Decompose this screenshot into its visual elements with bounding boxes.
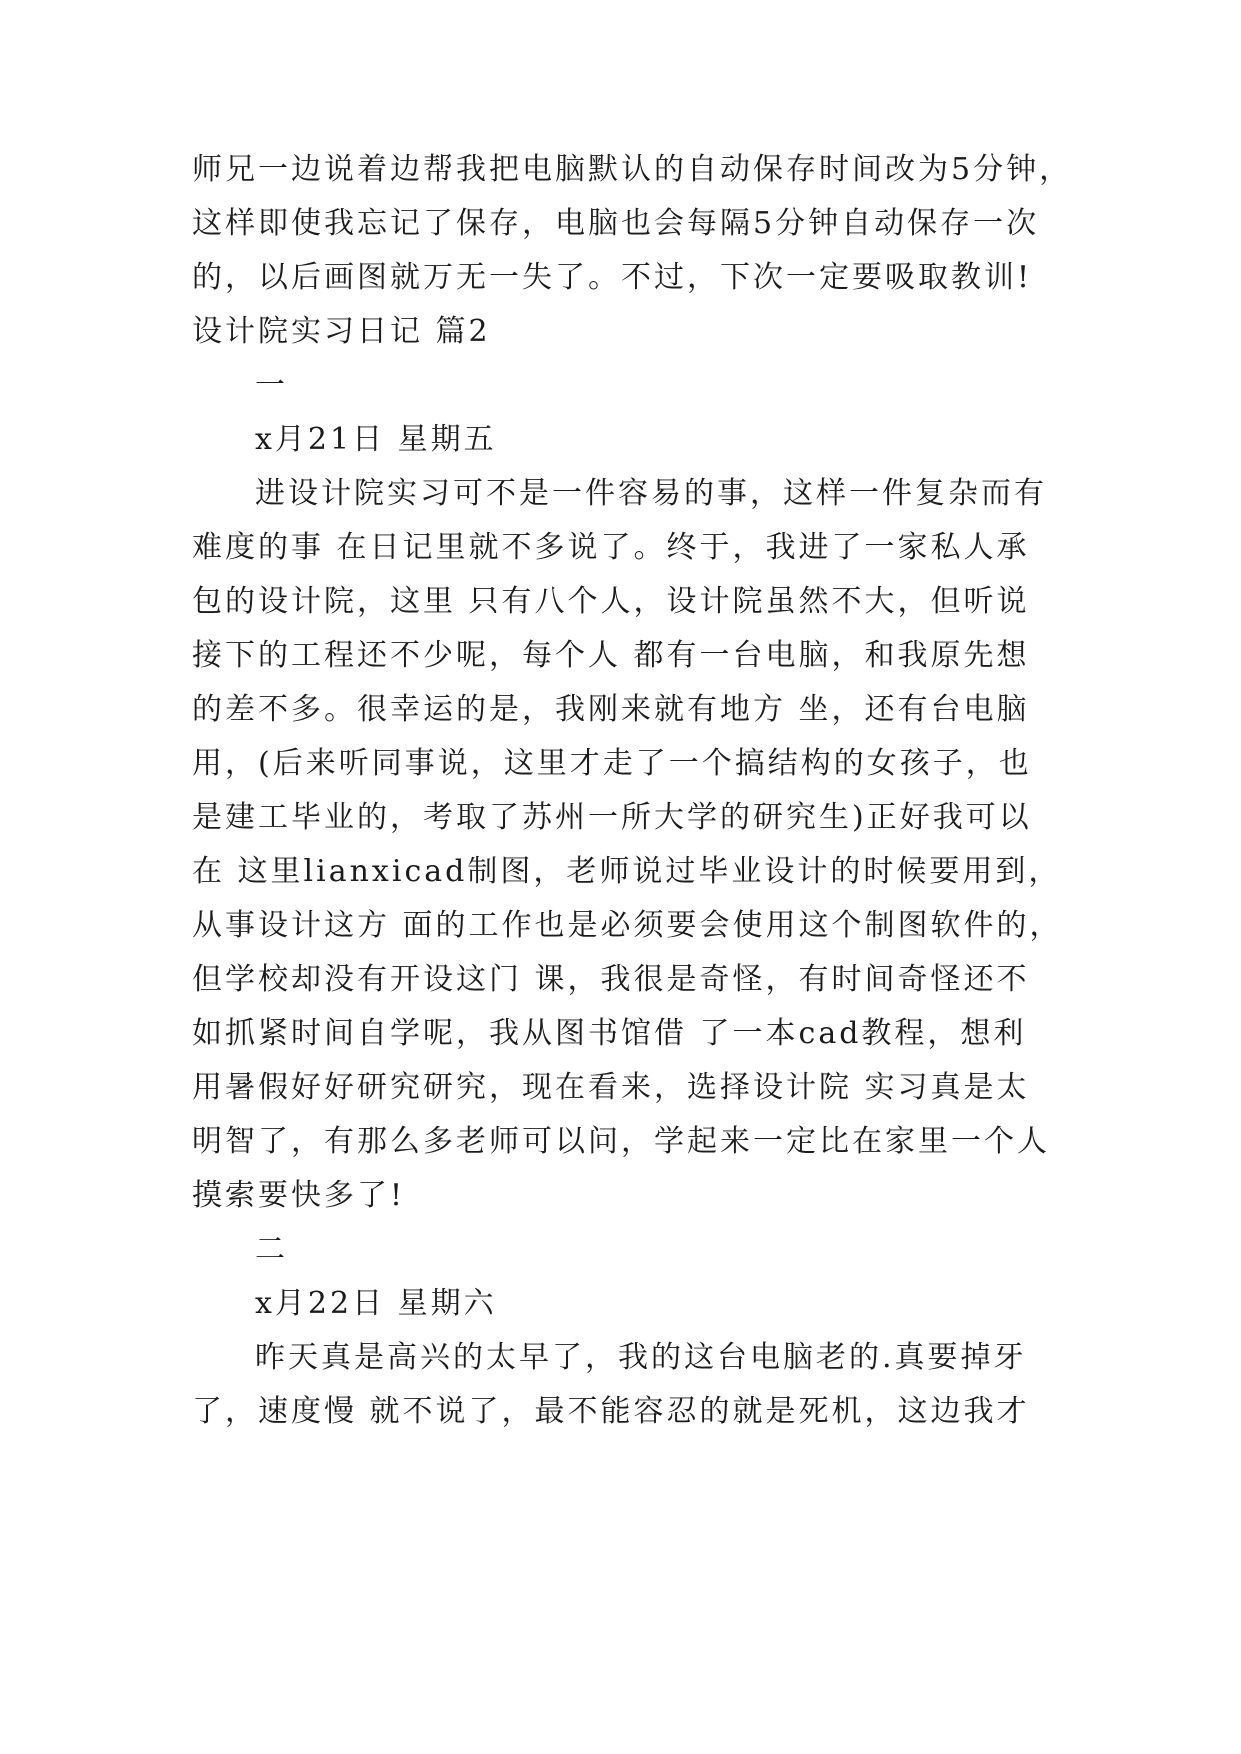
paragraph-line: 摸索要快多了!: [192, 1178, 406, 1213]
paragraph-line: 接下的工程还不少呢，每个人 都有一台电脑，和我原先想: [192, 638, 1030, 673]
entry-number: 一: [255, 368, 288, 403]
paragraph-line: 在 这里lianxicad制图，老师说过毕业设计的时候要用到，: [192, 854, 1062, 889]
paragraph-line: 了，速度慢 就不说了，最不能容忍的就是死机，这边我才: [192, 1394, 1030, 1429]
paragraph-line: 明智了，有那么多老师可以问，学起来一定比在家里一个人: [192, 1124, 1050, 1159]
entry-number: 二: [255, 1232, 288, 1267]
paragraph-line: 师兄一边说着边帮我把电脑默认的自动保存时间改为5分钟，: [192, 152, 1073, 187]
paragraph-line: 用，(后来听同事说，这里才走了一个搞结构的女孩子，也: [192, 746, 1032, 781]
paragraph-line: 昨天真是高兴的太早了，我的这台电脑老的.真要掉牙: [255, 1340, 1027, 1375]
paragraph-line: 的，以后画图就万无一失了。不过，下次一定要吸取教训!: [192, 260, 1033, 295]
entry-date: x月21日 星期五: [255, 422, 497, 457]
paragraph-line: 进设计院实习可不是一件容易的事，这样一件复杂而有: [255, 476, 1047, 511]
paragraph-line: 如抓紧时间自学呢，我从图书馆借 了一本cad教程，想利: [192, 1016, 1027, 1051]
paragraph-line: 这样即使我忘记了保存，电脑也会每隔5分钟自动保存一次: [192, 206, 1040, 241]
paragraph-line: 用暑假好好研究研究，现在看来，选择设计院 实习真是太: [192, 1070, 1030, 1105]
paragraph-line: 的差不多。很幸运的是，我刚来就有地方 坐，还有台电脑: [192, 692, 1030, 727]
paragraph-line: 难度的事 在日记里就不多说了。终于，我进了一家私人承: [192, 530, 1030, 565]
entry-date: x月22日 星期六: [255, 1286, 497, 1321]
paragraph-line: 包的设计院，这里 只有八个人，设计院虽然不大，但听说: [192, 584, 1030, 619]
paragraph-line: 从事设计这方 面的工作也是必须要会使用这个制图软件的，: [192, 908, 1063, 943]
section-heading: 设计院实习日记 篇2: [192, 314, 491, 349]
paragraph-line: 是建工毕业的，考取了苏州一所大学的研究生)正好我可以: [192, 800, 1032, 835]
paragraph-line: 但学校却没有开设这门 课，我很是奇怪，有时间奇怪还不: [192, 962, 1030, 997]
